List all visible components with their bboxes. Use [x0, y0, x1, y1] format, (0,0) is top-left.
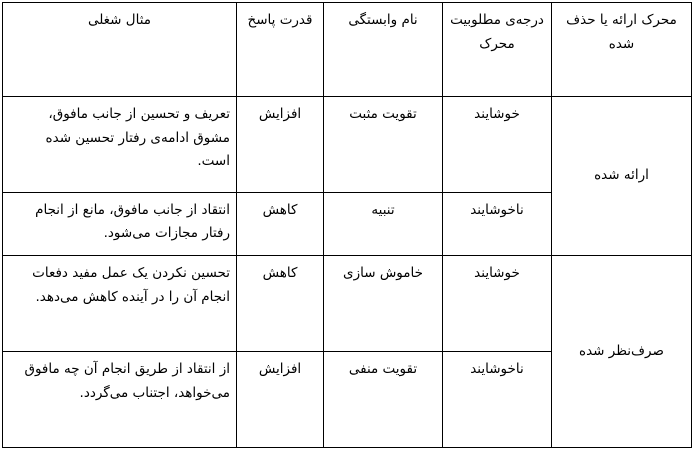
job-example-cell: تحسین نکردن یک عمل مفید دفعات انجام آن را در آینده کاهش می‌دهد. — [3, 256, 237, 352]
response-strength-cell: کاهش — [237, 192, 324, 255]
table-row — [3, 256, 692, 352]
header-stimulus: محرک ارائه یا حذف شده — [552, 3, 692, 97]
desirability-cell: خوشایند — [443, 96, 552, 192]
header-response-strength: قدرت پاسخ — [237, 3, 324, 97]
header-desirability: درجه‌ی مطلوبیت محرک — [443, 3, 552, 97]
response-strength-cell: افزایش — [237, 352, 324, 448]
header-contingency-name: نام وابستگی — [324, 3, 443, 97]
job-example-cell: از انتقاد از طریق انجام آن چه مافوق می‌خواهد، اجتناب می‌گردد. — [3, 352, 237, 448]
desirability-cell: خوشایند — [443, 256, 552, 352]
contingency-name-cell: تنبیه — [324, 192, 443, 255]
contingency-name-cell: تقویت مثبت — [324, 96, 443, 192]
header-row — [3, 3, 692, 97]
job-example-cell: انتقاد از جانب مافوق، مانع از انجام رفتار مجازات می‌شود. — [3, 192, 237, 255]
contingency-name-cell: تقویت منفی — [324, 352, 443, 448]
header-job-example: مثال شغلی — [3, 3, 237, 97]
response-strength-cell: افزایش — [237, 96, 324, 192]
job-example-cell: تعریف و تحسین از جانب مافوق، مشوق ادامه‌ی رفتار تحسین شده است. — [3, 96, 237, 192]
contingency-name-cell: خاموش سازی — [324, 256, 443, 352]
table-row — [3, 96, 692, 192]
group-label-presented: ارائه شده — [552, 96, 692, 255]
desirability-cell: ناخوشایند — [443, 192, 552, 255]
reinforcement-table — [2, 2, 692, 448]
group-label-omitted: صرف‌نظر شده — [552, 256, 692, 448]
desirability-cell: ناخوشایند — [443, 352, 552, 448]
response-strength-cell: کاهش — [237, 256, 324, 352]
